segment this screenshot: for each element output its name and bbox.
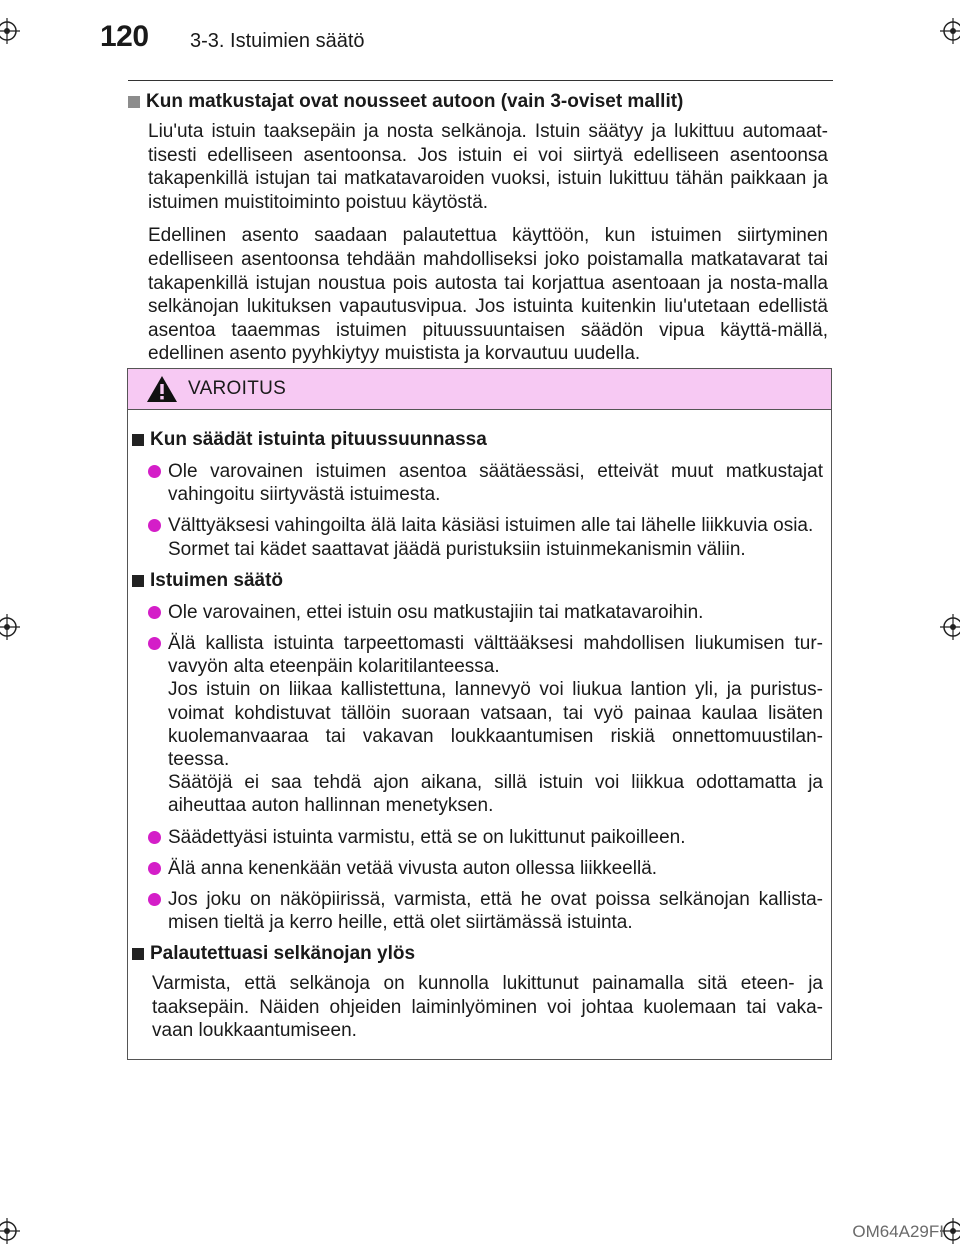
bullet-dot-icon (148, 606, 161, 619)
registration-mark-icon (0, 614, 20, 640)
registration-mark-icon (0, 1218, 20, 1244)
list-item: Säädettyäsi istuinta varmistu, että se on lukittunut paikoilleen. (148, 826, 823, 849)
square-bullet-icon (132, 575, 144, 587)
list-item: Välttyäksesi vahingoilta älä laita käsiäsi istuimen alle tai lähelle liikkuvia osia. Sormet tai kädet saattavat jäädä puristuksiin istuinmekanismin väliin. (148, 514, 823, 560)
main-heading-text: Kun matkustajat ovat nousseet autoon (vain 3-oviset mallit) (146, 91, 684, 112)
bullet-dot-icon (148, 465, 161, 478)
header-divider (128, 80, 833, 81)
bullet-dot-icon (148, 893, 161, 906)
section-title: 3-3. Istuimien säätö (190, 30, 365, 52)
registration-mark-icon (940, 18, 960, 44)
warning-title: VAROITUS (188, 378, 287, 399)
bullet-dot-icon (148, 831, 161, 844)
list-item: Älä kallista istuinta tarpeettomasti välttääksesi mahdollisen liukumisen tur-vavyön alta eteenpäin kolaritilanteessa. Jos istuin on liikaa kallistettuna, lannevyö voi liukua lantion yli, ja puristus-voimat kohdistuvat tällöin suoraan vatsaan, tai vyö painaa kaulaa lisäten kuolemanvaaraa tai vakavan loukkaantumisen riskiä onnettomuustilan-teessa. Säätöjä ei saa tehdä ajon aikana, sillä istuin voi liikkua odottamatta ja aiheuttaa auton hallinnan menetyksen. (148, 632, 823, 818)
warning-section-heading: Istuimen säätö (132, 569, 823, 593)
bullet-dot-icon (148, 862, 161, 875)
warning-body (128, 410, 831, 1042)
main-paragraph: Liu'uta istuin taaksepäin ja nosta selkänoja. Istuin säätyy ja lukittuu automaat-tisesti edelliseen asentoonsa. Jos istuin ei voi siirtyä edelliseen asentoonsa takapenkillä istujan tai matkatavaroiden vuoksi, istuin lukittuu tähän paikkaan ja istuimen muistitoiminto poistuu käytöstä. (148, 121, 828, 213)
bullet-dot-icon (148, 637, 161, 650)
warning-paragraph: Varmista, että selkänoja on kunnolla lukittunut painamalla sitä eteen- ja taaksepäin. Näiden ohjeiden laiminlyöminen voi johtaa kuolemaan tai vaka-vaan loukkaantumiseen. (152, 973, 823, 1041)
square-bullet-icon (132, 434, 144, 446)
list-item: Ole varovainen istuimen asentoa säätäessäsi, etteivät muut matkustajat vahingoitu siirtyvästä istuimesta. (148, 460, 823, 506)
main-content (128, 90, 828, 366)
square-bullet-icon (132, 948, 144, 960)
list-item: Ole varovainen, ettei istuin osu matkustajiin tai matkatavaroihin. (148, 601, 823, 624)
warning-section-heading: Kun säädät istuinta pituussuunnassa (132, 428, 823, 452)
warning-header (128, 369, 831, 410)
footer-code: OM64A29FI (852, 1222, 944, 1241)
list-item: Jos joku on näköpiirissä, varmista, että he ovat poissa selkänojan kallista-misen tieltä ja kerro heille, että olet siirtämässä istuinta. (148, 888, 823, 934)
page-number: 120 (100, 20, 149, 53)
square-bullet-icon (128, 96, 140, 108)
warning-triangle-icon (146, 375, 178, 403)
registration-mark-icon (940, 614, 960, 640)
main-paragraph: Edellinen asento saadaan palautettua käyttöön, kun istuimen siirtyminen edelliseen asentoonsa tehdään mahdolliseksi joko poistamalla matkatavarat tai takapenkillä istujan noustua pois autosta tai korjattua asentoaan ja nosta-malla selkänojan lukituksen vapautusvipua. Jos istuinta kuitenkin liu'utetaan edellistä asentoa taaemmas istuimen pituussuuntaisen säädön vipua käyttä-mällä, edellinen asento pyyhkiytyy muistista ja korvautuu uudella. (148, 225, 828, 365)
warning-section-heading: Palautettuasi selkänojan ylös (132, 942, 823, 966)
warning-box (127, 368, 832, 1060)
list-item: Älä anna kenenkään vetää vivusta auton ollessa liikkeellä. (148, 857, 823, 880)
main-heading (128, 90, 828, 114)
registration-mark-icon (0, 18, 20, 44)
bullet-dot-icon (148, 519, 161, 532)
